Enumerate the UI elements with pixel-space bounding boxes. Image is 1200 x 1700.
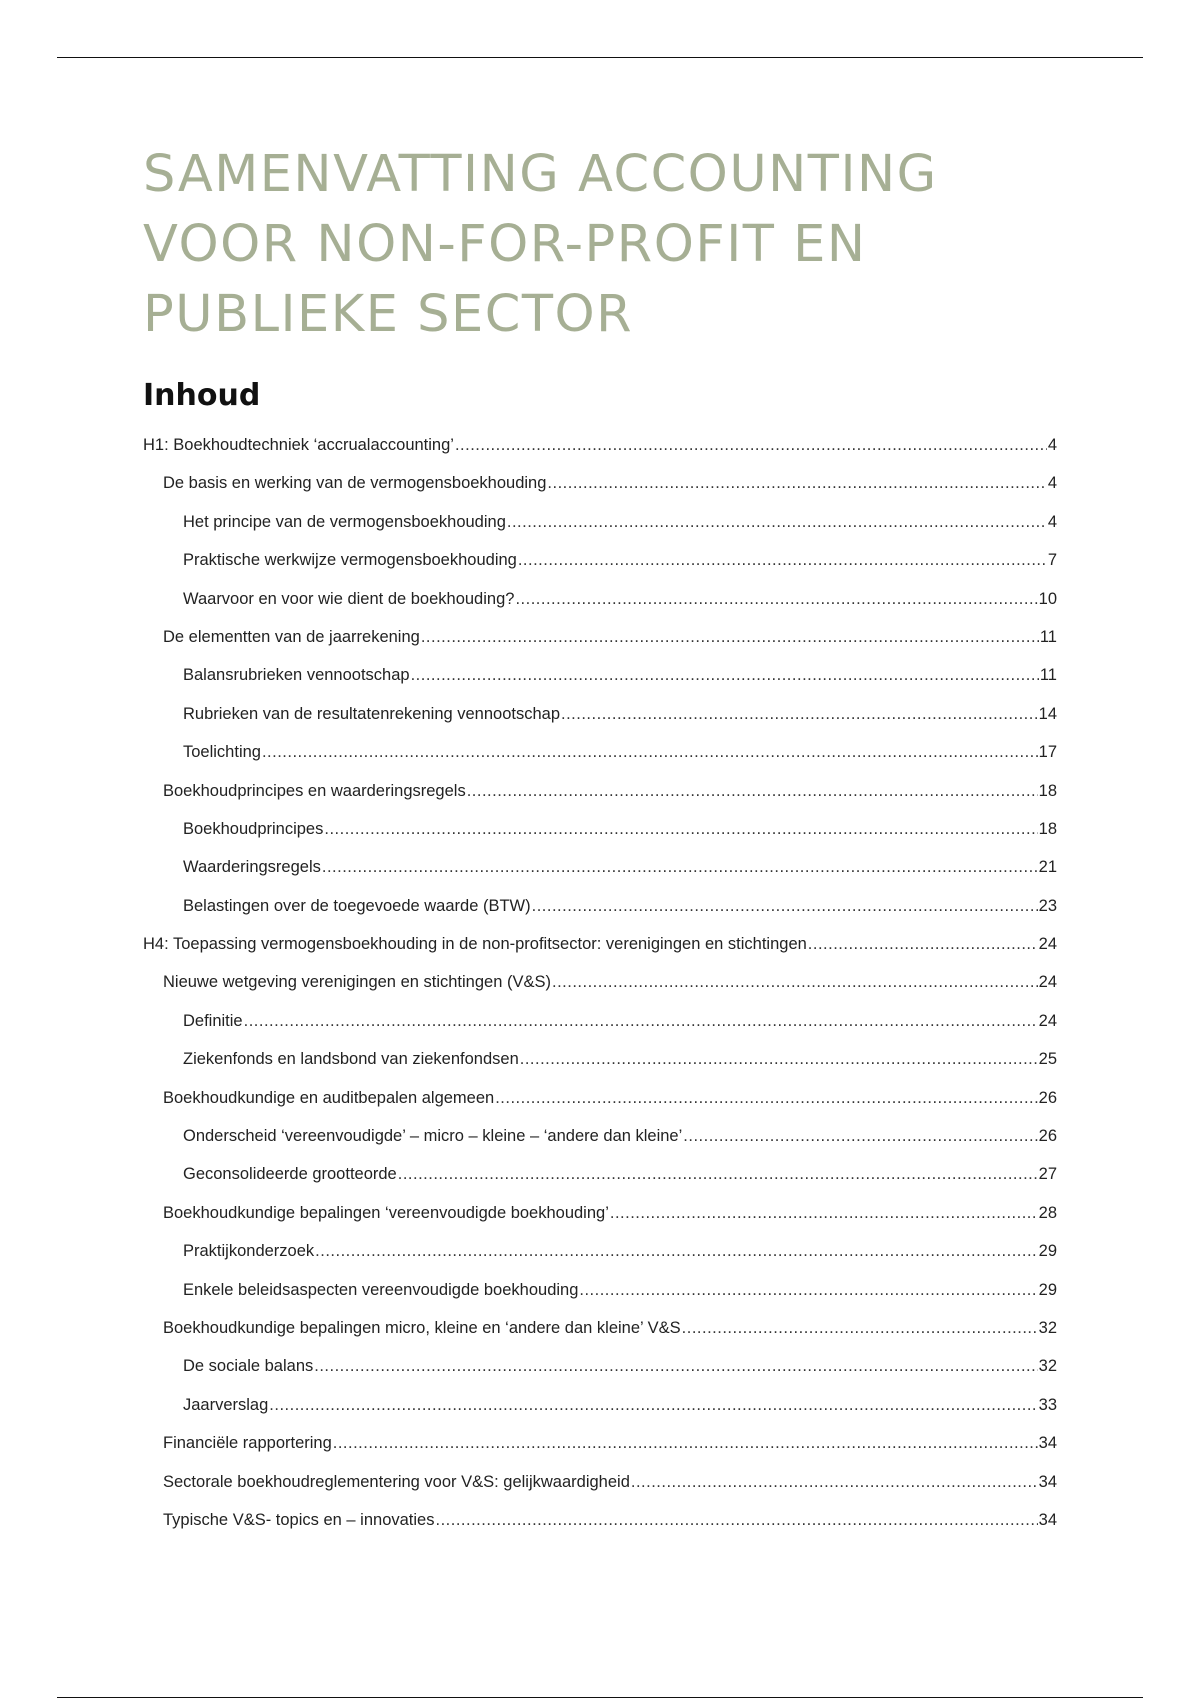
toc-dot-leader [262,733,1038,771]
toc-dot-leader [610,1194,1038,1232]
toc-dot-leader [515,580,1037,618]
toc-entry[interactable] [143,1347,1057,1385]
toc-entry-title[interactable]: De sociale balans [183,1357,314,1376]
toc-entry[interactable] [143,772,1057,810]
toc-dot-leader [495,1079,1037,1117]
toc-page-number[interactable]: 26 [1038,1088,1057,1107]
toc-page-number[interactable]: 23 [1038,896,1057,915]
toc-dot-leader [421,618,1039,656]
toc-page-number[interactable]: 24 [1038,973,1057,992]
toc-entry[interactable] [143,1463,1057,1501]
toc-dot-leader [682,1309,1038,1347]
toc-entry-title[interactable]: Waarvoor en voor wie dient de boekhouding? [183,589,515,608]
toc-page-number[interactable]: 33 [1038,1395,1057,1414]
toc-dot-leader [507,503,1047,541]
toc-dot-leader [518,541,1047,579]
toc-page-number[interactable]: 4 [1047,474,1057,493]
toc-dot-leader [435,1501,1037,1539]
toc-page-number[interactable]: 4 [1047,512,1057,531]
toc-page-number[interactable]: 11 [1039,627,1057,646]
header-rule [57,57,1143,58]
toc-entry-title[interactable]: Toelichting [183,743,261,762]
toc-entry-title[interactable]: H4: Toepassing vermogensboekhouding in de non-profitsector: verenigingen en stichtingen [143,935,807,954]
toc-entry-title[interactable]: Jaarverslag [183,1395,269,1414]
toc-page-number[interactable]: 27 [1038,1165,1057,1184]
toc-dot-leader [547,464,1046,502]
toc-entry-title[interactable]: Praktijkonderzoek [183,1242,315,1261]
toc-entry[interactable] [143,1501,1057,1539]
toc-page-number[interactable]: 14 [1038,704,1057,723]
toc-entry[interactable] [143,503,1057,541]
toc-entry[interactable] [143,656,1057,694]
toc-dot-leader [561,695,1038,733]
toc-entry-title[interactable]: H1: Boekhoudtechniek ‘accrualaccounting’ [143,436,454,454]
toc-entry[interactable] [143,541,1057,579]
toc-entry-title[interactable]: Geconsolideerde grootteorde [183,1165,397,1184]
toc-page-number[interactable]: 32 [1038,1318,1057,1337]
toc-page-number[interactable]: 4 [1047,436,1057,454]
toc-dot-leader [579,1271,1037,1309]
toc-entry-title[interactable]: Definitie [183,1011,243,1030]
toc-entry-title[interactable]: Enkele beleidsaspecten vereenvoudigde boekhouding [183,1280,579,1299]
toc-dot-leader [532,887,1038,925]
document-title: SAMENVATTING ACCOUNTING VOOR NON-FOR-PROFIT EN PUBLIEKE SECTOR [143,145,938,344]
toc-entry[interactable] [143,733,1057,771]
toc-entry[interactable] [143,848,1057,886]
toc-entry[interactable] [143,426,1057,464]
toc-page-number[interactable]: 29 [1038,1242,1057,1261]
toc-dot-leader [315,1232,1037,1270]
toc-page-number[interactable]: 17 [1038,743,1057,762]
toc-dot-leader [808,925,1038,963]
toc-entry-title[interactable]: Het principe van de vermogensboekhouding [183,512,506,531]
toc-entry[interactable] [143,1079,1057,1117]
toc-page-number[interactable]: 26 [1038,1127,1057,1146]
toc-page-number[interactable]: 25 [1038,1050,1057,1069]
toc-page-number[interactable]: 34 [1038,1510,1057,1529]
toc-dot-leader [322,848,1038,886]
toc-entry[interactable] [143,695,1057,733]
toc-dot-leader [269,1386,1037,1424]
toc-dot-leader [244,1002,1038,1040]
toc-dot-leader [314,1347,1037,1385]
toc-entry[interactable] [143,1002,1057,1040]
toc-entry-title[interactable]: Typische V&S- topics en – innovaties [163,1510,435,1529]
toc-entry-title[interactable]: De elementten van de jaarrekening [163,627,420,646]
toc-entry[interactable] [143,1232,1057,1270]
toc-page-number[interactable]: 18 [1038,781,1057,800]
toc-page-number[interactable]: 10 [1038,589,1057,608]
toc-entry[interactable] [143,963,1057,1001]
toc-entry[interactable] [143,1194,1057,1232]
toc-entry-title[interactable]: Nieuwe wetgeving verenigingen en stichtingen (V&S) [163,973,551,992]
toc-entry[interactable] [143,1271,1057,1309]
toc-page-number[interactable]: 32 [1038,1357,1057,1376]
toc-entry-title[interactable]: Waarderingsregels [183,858,321,877]
toc-entry-title[interactable]: Boekhoudprincipes en waarderingsregels [163,781,466,800]
footer-rule [57,1697,1143,1698]
toc-entry[interactable] [143,1155,1057,1193]
toc-entry-title[interactable]: Boekhoudprincipes [183,819,324,838]
toc-entry[interactable] [143,1424,1057,1462]
toc-page-number[interactable]: 24 [1038,1011,1057,1030]
toc-entry-title[interactable]: Balansrubrieken vennootschap [183,666,410,685]
toc-entry[interactable] [143,810,1057,848]
toc-entry[interactable] [143,464,1057,502]
toc-entry[interactable] [143,580,1057,618]
toc-page-number[interactable]: 21 [1038,858,1057,877]
toc-entry-title[interactable]: Sectorale boekhoudreglementering voor V&S: gelijkwaardigheid [163,1472,630,1491]
toc-dot-leader [552,963,1038,1001]
toc-entry[interactable] [143,1117,1057,1155]
toc-dot-leader [683,1117,1037,1155]
toc-entry[interactable] [143,925,1057,963]
toc-entry-title[interactable]: Belastingen over de toegevoede waarde (BTW) [183,896,531,915]
toc-entry[interactable] [143,618,1057,656]
toc-entry[interactable] [143,1386,1057,1424]
toc-entry[interactable] [143,1309,1057,1347]
toc-page-number[interactable]: 34 [1038,1434,1057,1453]
toc-dot-leader [631,1463,1038,1501]
toc-page-number[interactable]: 18 [1038,819,1057,838]
toc-entry-title[interactable]: Boekhoudkundige bepalingen micro, kleine en ‘andere dan kleine’ V&S [163,1318,681,1337]
toc-entry[interactable] [143,1040,1057,1078]
toc-heading: Inhoud [143,378,261,413]
toc-entry-title[interactable]: Boekhoudkundige bepalingen ‘vereenvoudigde boekhouding’ [163,1203,609,1222]
toc-page-number[interactable]: 24 [1038,935,1057,954]
toc-entry-title[interactable]: Financiële rapportering [163,1434,332,1453]
toc-entry-title[interactable]: Boekhoudkundige en auditbepalen algemeen [163,1088,495,1107]
toc-dot-leader [520,1040,1038,1078]
toc-dot-leader [324,810,1037,848]
toc-page-number[interactable]: 29 [1038,1280,1057,1299]
toc-entry[interactable] [143,887,1057,925]
table-of-contents [143,426,1057,1539]
toc-dot-leader [398,1155,1038,1193]
toc-entry-title[interactable]: Rubrieken van de resultatenrekening vennootschap [183,704,561,723]
toc-entry-title[interactable]: Onderscheid ‘vereenvoudigde’ – micro – kleine – ‘andere dan kleine’ [183,1127,683,1146]
toc-page-number[interactable]: 28 [1038,1203,1057,1222]
toc-dot-leader [467,772,1038,810]
toc-page-number[interactable]: 11 [1039,666,1057,685]
toc-dot-leader [455,426,1047,464]
toc-entry-title[interactable]: De basis en werking van de vermogensboekhouding [163,474,547,493]
toc-entry-title[interactable]: Ziekenfonds en landsbond van ziekenfondsen [183,1050,519,1069]
toc-dot-leader [411,656,1039,694]
toc-dot-leader [333,1424,1038,1462]
toc-page-number[interactable]: 34 [1038,1472,1057,1491]
toc-entry-title[interactable]: Praktische werkwijze vermogensboekhouding [183,551,517,570]
toc-page-number[interactable]: 7 [1047,551,1057,570]
